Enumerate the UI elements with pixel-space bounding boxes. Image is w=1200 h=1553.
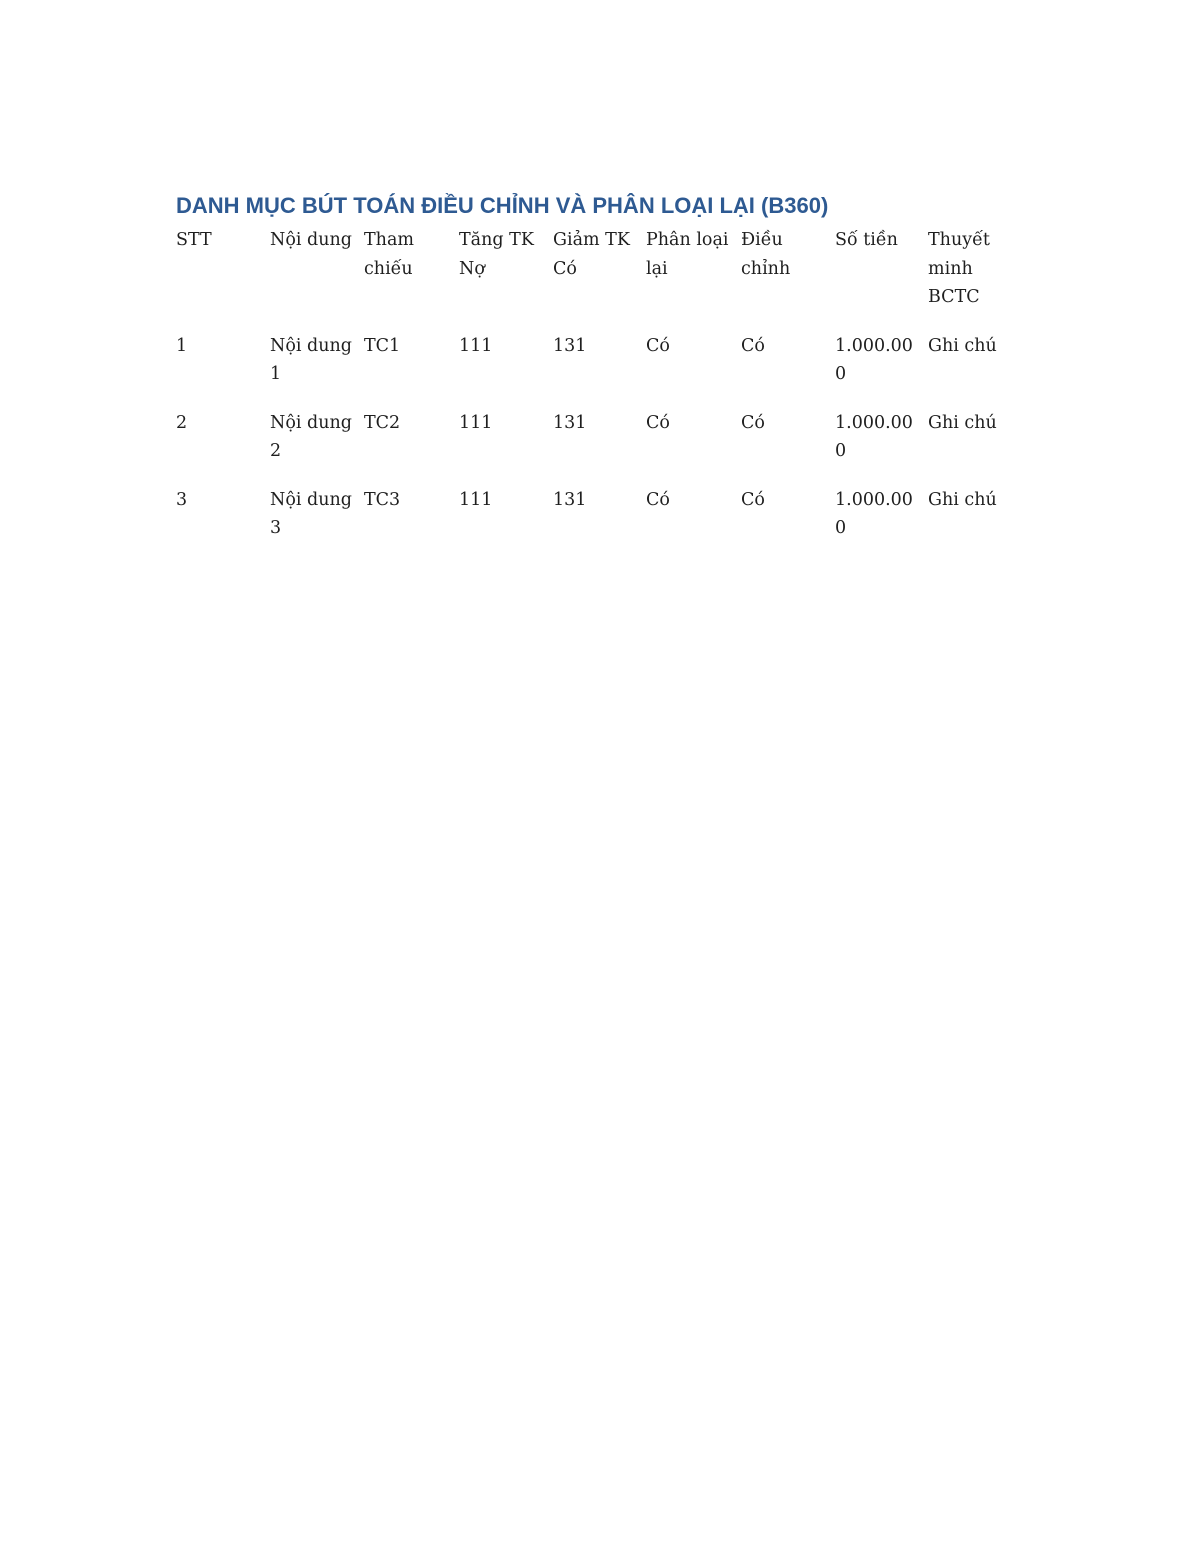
cell-adjustment: Có xyxy=(741,335,765,356)
cell-content: Nội dung 3 xyxy=(270,489,352,538)
cell-reference: TC2 xyxy=(364,412,401,433)
header-amount: Số tiền xyxy=(835,230,898,250)
cell-credit-decrease: 131 xyxy=(553,489,587,510)
cell-reference: TC3 xyxy=(364,489,401,510)
cell-note: Ghi chú xyxy=(928,335,997,356)
table-row xyxy=(176,486,1008,563)
header-credit-decrease: Giảm TK Có xyxy=(553,230,630,279)
cell-content: Nội dung 2 xyxy=(270,412,352,461)
cell-debit-increase: 111 xyxy=(459,412,493,433)
cell-reclassification: Có xyxy=(646,412,670,433)
table-header xyxy=(176,226,1008,332)
cell-content: Nội dung 1 xyxy=(270,335,352,384)
cell-reclassification: Có xyxy=(646,489,670,510)
cell-reference: TC1 xyxy=(364,335,401,356)
header-debit-increase: Tăng TK Nợ xyxy=(459,230,534,279)
header-reference: Tham chiếu xyxy=(364,230,414,279)
cell-debit-increase: 111 xyxy=(459,489,493,510)
cell-debit-increase: 111 xyxy=(459,335,493,356)
cell-adjustment: Có xyxy=(741,489,765,510)
cell-stt: 3 xyxy=(176,489,188,510)
cell-note: Ghi chú xyxy=(928,489,997,510)
cell-reclassification: Có xyxy=(646,335,670,356)
header-content: Nội dung xyxy=(270,230,352,250)
adjusting-entries-table xyxy=(176,226,1008,563)
cell-amount: 1.000.000 xyxy=(835,335,913,384)
header-reclassification: Phân loại lại xyxy=(646,230,729,279)
cell-amount: 1.000.000 xyxy=(835,489,913,538)
cell-stt: 1 xyxy=(176,335,188,356)
cell-adjustment: Có xyxy=(741,412,765,433)
cell-credit-decrease: 131 xyxy=(553,412,587,433)
table-row xyxy=(176,409,1008,486)
cell-stt: 2 xyxy=(176,412,188,433)
cell-note: Ghi chú xyxy=(928,412,997,433)
header-adjustment: Điều chỉnh xyxy=(741,230,791,279)
header-row xyxy=(176,226,1008,332)
header-note: Thuyết minh BCTC xyxy=(928,230,990,307)
cell-amount: 1.000.000 xyxy=(835,412,913,461)
cell-credit-decrease: 131 xyxy=(553,335,587,356)
header-stt: STT xyxy=(176,230,212,250)
table-body xyxy=(176,332,1008,563)
table-row xyxy=(176,332,1008,409)
page-title: DANH MỤC BÚT TOÁN ĐIỀU CHỈNH VÀ PHÂN LOẠI LẠI (B360) xyxy=(176,193,829,218)
